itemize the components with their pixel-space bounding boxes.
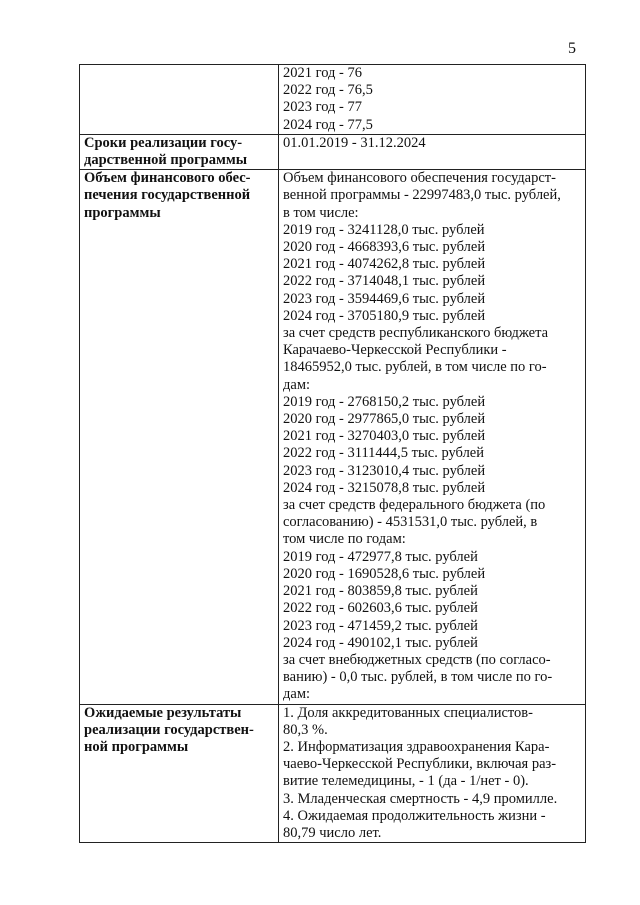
row-value-line: 2020 год - 2977865,0 тыс. рублей [283, 411, 486, 428]
row-value-line: за счет внебюджетных средств (по согласо- [283, 651, 551, 668]
row-value-line: чаево-Черкесской Республики, включая раз- [283, 756, 557, 773]
row-value-line: 2021 год - 4074262,8 тыс. рублей [283, 256, 486, 273]
row-label-line: печения государственной [84, 187, 251, 204]
row-value-line: 2023 год - 3594469,6 тыс. рублей [283, 290, 486, 307]
row-value-line: 2023 год - 77 [283, 99, 362, 116]
row-value-line: в том числе: [283, 204, 359, 221]
row-label-line: Ожидаемые результаты [84, 704, 242, 721]
row-value-line: том числе по годам: [283, 531, 406, 548]
row-value-line: за счет средств республиканского бюджета [283, 325, 549, 342]
row-label-cell [80, 704, 279, 843]
row-value-line: 2019 год - 472977,8 тыс. рублей [283, 548, 478, 565]
row-label-cell [80, 170, 279, 704]
row-value-line: 2023 год - 3123010,4 тыс. рублей [283, 462, 486, 479]
row-value-cell [279, 134, 586, 169]
row-value-line: 4. Ожидаемая продолжительность жизни - [283, 807, 546, 824]
row-value-line: за счет средств федерального бюджета (по [283, 497, 546, 514]
row-value-line: дам: [283, 686, 311, 703]
row-value-line: 2024 год - 490102,1 тыс. рублей [283, 634, 478, 651]
row-label-cell [80, 65, 279, 135]
row-value-line: 2024 год - 77,5 [283, 116, 373, 133]
row-label-cell [80, 134, 279, 169]
passport-table [79, 64, 586, 843]
row-value-cell [279, 65, 586, 135]
row-value-line: венной программы - 22997483,0 тыс. рублей, [283, 187, 561, 204]
row-label-line: реализации государствен- [84, 721, 254, 738]
row-value-line: 2022 год - 3111444,5 тыс. рублей [283, 445, 485, 462]
row-label-line: программы [84, 204, 161, 221]
row-value-cell [279, 704, 586, 843]
row-value-line: ванию) - 0,0 тыс. рублей, в том числе по го- [283, 669, 553, 686]
row-value-line: 1. Доля аккредитованных специалистов- [283, 704, 533, 721]
page-number: 5 [568, 40, 576, 57]
row-value-line: 2020 год - 4668393,6 тыс. рублей [283, 239, 486, 256]
table-row [80, 65, 586, 135]
row-label-line: Сроки реализации госу- [84, 134, 243, 151]
table-row [80, 170, 586, 704]
row-value-line: 2022 год - 602603,6 тыс. рублей [283, 600, 478, 617]
row-value-line: 2024 год - 3705180,9 тыс. рублей [283, 307, 486, 324]
row-value-line: 80,79 число лет. [283, 824, 382, 841]
row-value-line: 01.01.2019 - 31.12.2024 [283, 134, 426, 151]
row-value-line: 3. Младенческая смертность - 4,9 промилле. [283, 790, 558, 807]
row-value-line: 2023 год - 471459,2 тыс. рублей [283, 617, 478, 634]
row-value-line: 80,3 %. [283, 721, 328, 738]
table-row [80, 704, 586, 843]
row-value-line: 18465952,0 тыс. рублей, в том числе по го- [283, 359, 547, 376]
row-value-line: Объем финансового обеспечения государст- [283, 170, 556, 187]
row-value-line: Карачаево-Черкесской Республики - [283, 342, 507, 359]
row-value-line: 2022 год - 76,5 [283, 82, 373, 99]
row-value-line: 2021 год - 76 [283, 65, 362, 81]
row-value-line: согласованию) - 4531531,0 тыс. рублей, в [283, 514, 538, 531]
row-value-line: 2021 год - 803859,8 тыс. рублей [283, 583, 478, 600]
row-value-line: 2021 год - 3270403,0 тыс. рублей [283, 428, 486, 445]
table-row [80, 134, 586, 169]
row-label-line: ной программы [84, 738, 189, 755]
row-value-line: 2024 год - 3215078,8 тыс. рублей [283, 479, 486, 496]
row-value-line: дам: [283, 376, 311, 393]
row-value-line: витие телемедицины, - 1 (да - 1/нет - 0). [283, 773, 529, 790]
row-value-line: 2. Информатизация здравоохранения Кара- [283, 738, 550, 755]
row-value-cell [279, 170, 586, 704]
row-value-line: 2019 год - 2768150,2 тыс. рублей [283, 393, 486, 410]
row-label-line: Объем финансового обес- [84, 170, 251, 187]
row-value-line: 2020 год - 1690528,6 тыс. рублей [283, 565, 486, 582]
row-label-line: дарственной программы [84, 152, 248, 169]
row-value-line: 2022 год - 3714048,1 тыс. рублей [283, 273, 486, 290]
row-value-line: 2019 год - 3241128,0 тыс. рублей [283, 221, 485, 238]
